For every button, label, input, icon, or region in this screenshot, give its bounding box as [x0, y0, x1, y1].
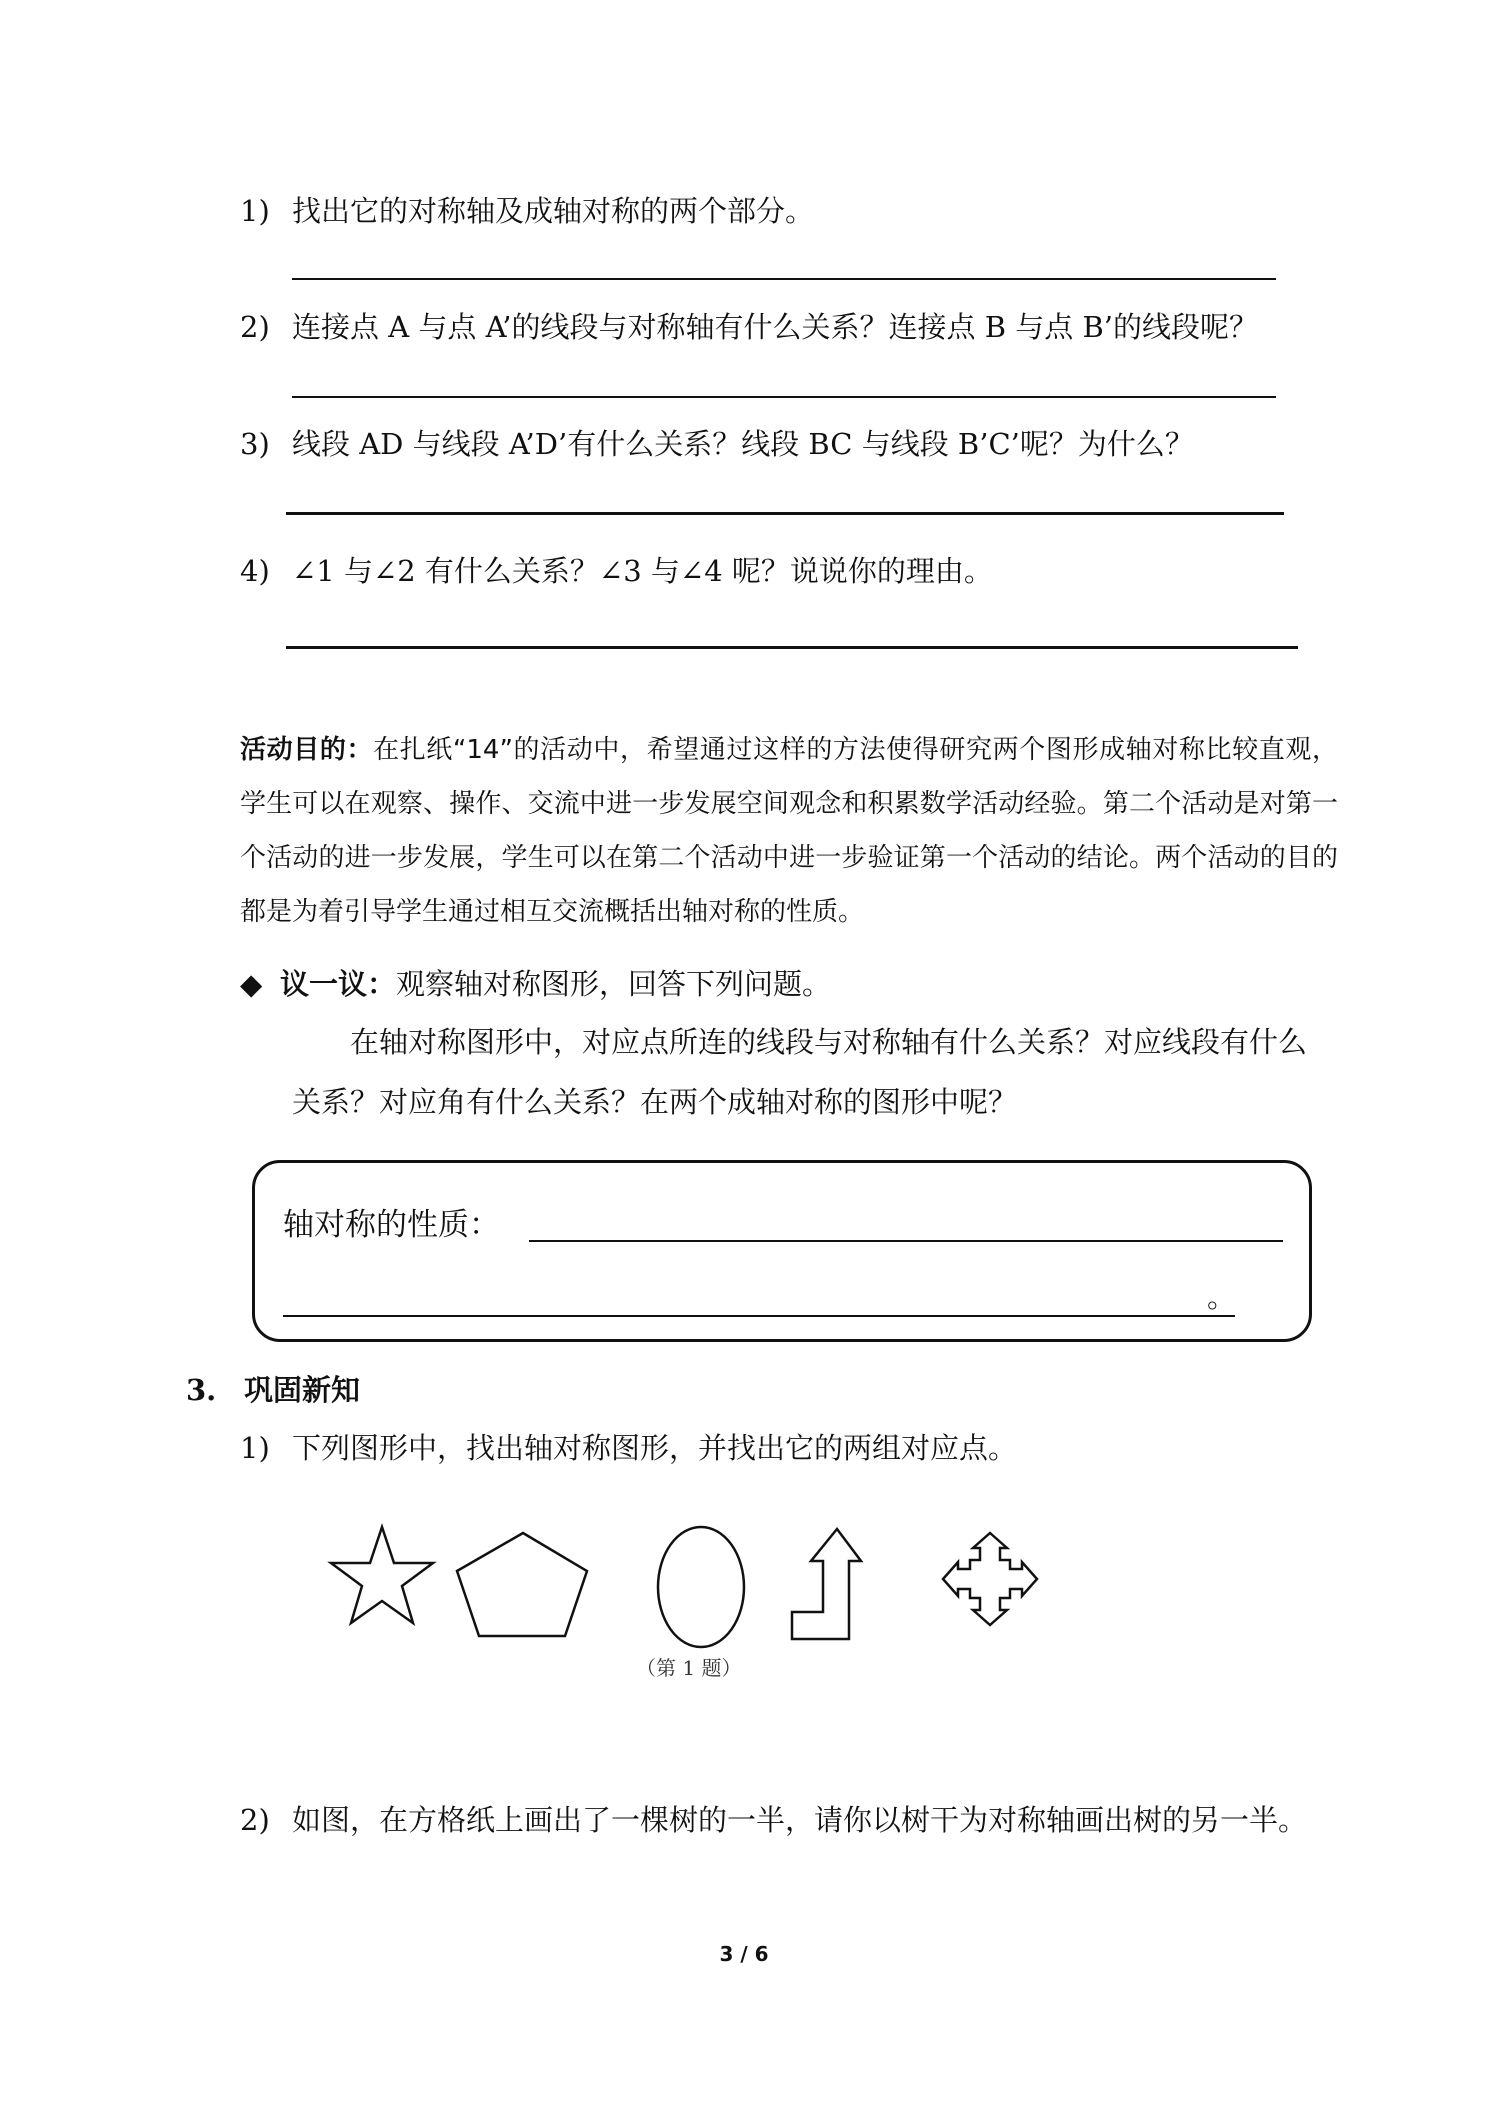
- property-label: 轴对称的性质：: [283, 1207, 500, 1243]
- discuss-heading: [240, 964, 831, 1004]
- arrow-shape: [792, 1529, 861, 1639]
- question-number: 3): [240, 427, 270, 461]
- property-box: [252, 1160, 1312, 1342]
- property-answer-line-2[interactable]: [283, 1315, 1235, 1317]
- question-number: 2): [240, 310, 270, 344]
- question-number: 2): [240, 1803, 270, 1837]
- ellipse-shape: [658, 1527, 744, 1647]
- discuss-intro: 观察轴对称图形，回答下列问题。: [396, 967, 832, 1001]
- section-3-heading: [186, 1368, 360, 1409]
- answer-line[interactable]: [286, 646, 1298, 649]
- answer-line[interactable]: [292, 278, 1276, 280]
- question-text: ∠1 与∠2 有什么关系？∠3 与∠4 呢？说说你的理由。: [292, 554, 993, 588]
- property-answer-line-1[interactable]: [529, 1240, 1283, 1242]
- discuss-line-2: 关系？对应角有什么关系？在两个成轴对称的图形中呢？: [292, 1085, 1018, 1119]
- discuss-label: 议一议：: [280, 967, 397, 1001]
- answer-line[interactable]: [286, 512, 1284, 515]
- question-text: 如图，在方格纸上画出了一棵树的一半，请你以树干为对称轴画出树的另一半。: [292, 1803, 1308, 1837]
- period-mark: 。: [1207, 1280, 1237, 1314]
- section-number: 3.: [186, 1373, 217, 1407]
- four-way-arrow-shape: [943, 1533, 1037, 1625]
- diamond-bullet-icon: ◆: [240, 967, 263, 1001]
- question-text: 线段 AD 与线段 A’D’有什么关系？线段 BC 与线段 B’C’呢？为什么？: [292, 427, 1194, 461]
- page-number: 3 / 6: [719, 1942, 769, 1966]
- answer-line[interactable]: [292, 396, 1276, 398]
- discuss-line-1: 在轴对称图形中，对应点所连的线段与对称轴有什么关系？对应线段有什么: [350, 1025, 1308, 1059]
- question-text: 找出它的对称轴及成轴对称的两个部分。: [292, 194, 815, 228]
- section-title: 巩固新知: [244, 1373, 361, 1407]
- pentagon-shape: [457, 1533, 587, 1636]
- question-number: 1): [240, 194, 270, 228]
- activity-purpose-paragraph: [240, 723, 1338, 939]
- figure-caption: （第 1 题）: [636, 1656, 742, 1680]
- star-shape: [331, 1527, 433, 1623]
- question-text: 下列图形中，找出轴对称图形，并找出它的两组对应点。: [292, 1431, 1018, 1465]
- question-text: 连接点 A 与点 A’的线段与对称轴有什么关系？连接点 B 与点 B’的线段呢？: [292, 310, 1258, 344]
- figures-row: [300, 1515, 1080, 1650]
- activity-purpose-label: 活动目的：: [240, 735, 374, 765]
- question-number: 1): [240, 1431, 270, 1465]
- activity-purpose-text: 在扎纸“14”的活动中，希望通过这样的方法使得研究两个图形成轴对称比较直观，学生可以在观察、操作、交流中进一步发展空间观念和积累数学活动经验。第二个活动是对第一个活动的进一步发展，学生可以在第二个活动中进一步验证第一个活动的结论。两个活动的目的都是为着引导学生通过相互交流概括出轴对称的性质。: [240, 735, 1338, 927]
- question-number: 4): [240, 554, 270, 588]
